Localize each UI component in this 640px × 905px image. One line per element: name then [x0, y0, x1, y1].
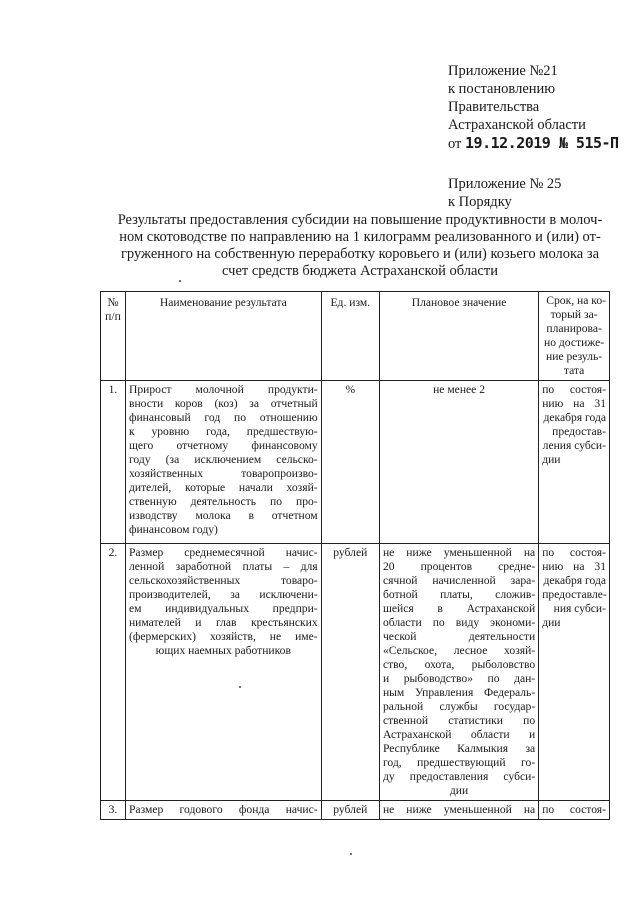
row-2-plan: не ниже уменьшенной на 20 процентов средне- сячной начисленной зара- ботной платы, сложив- шейся в Астраханской области по виду экономи- ческой деятельности «Сельское, лесное хозяй- ство, охота, рыболовство и рыбоводство» по дан- ным Управления Федераль- ральной службы государ- ственной статистики по Астраханской области и Республике Калмыкия за год, предшествующий го- ду предоставления субси- дии	[379, 544, 538, 801]
row-3-name: Размер годового фонда начис-	[125, 801, 321, 820]
row-3-unit: рублей	[321, 801, 379, 820]
row-2-term: по состоя- нию на 31 декабря года предоставле- ния субси- дии	[539, 544, 610, 801]
header-date-prefix: от	[448, 136, 462, 152]
header-line-4: Астраханской области	[448, 117, 586, 133]
row-1-name: Прирост молочной продукти- вности коров (коз) за отчетный финансовый год по отношению к уровню года, предшествую- щего отчетному финансовому году (за исключением сельско- хозяйственных товаропроизво- дителей, которые начали хозяй- ственную деятельность по про- изводству молока в отчетном финансовом году)	[125, 381, 321, 544]
scan-speck	[350, 853, 352, 855]
row-1-term: по состоя- нию на 31 декабря года предостав- ления субси- дии	[539, 381, 610, 544]
title-line-3: груженного на собственную переработку коровьего и (или) козьего молока за	[120, 246, 600, 262]
row-1-plan: не менее 2	[379, 381, 538, 544]
title-line-2: ном скотоводстве по направлению на 1 килограмм реализованного и (или) от-	[119, 229, 601, 245]
document-title	[100, 212, 620, 280]
header-line-6: Приложение № 25	[448, 176, 562, 192]
scan-speck	[179, 280, 181, 282]
header-date-line	[448, 134, 633, 153]
title-line-1: Результаты предоставления субсидии на повышение продуктивности в молоч-	[117, 212, 603, 228]
row-3-term: по состоя-	[539, 801, 610, 820]
row-3-plan: не ниже уменьшенной на	[379, 801, 538, 820]
header-unit: Ед. изм.	[321, 292, 379, 381]
row-2-name: Размер среднемесячной начис- ленной заработной платы – для сельскохозяйственных товаро- производителей, за исключени- ем индивидуальных предпри- нимателей и глав крестьянских (фермерских) хозяйств, не име- ющих наемных работников	[125, 544, 321, 801]
header-line-7: к Порядку	[448, 194, 512, 210]
results-table	[100, 291, 610, 820]
row-3-num: 3.	[101, 801, 126, 820]
header-plan: Плановое значение	[379, 292, 538, 381]
row-1-unit: %	[321, 381, 379, 544]
row-2-unit: рублей	[321, 544, 379, 801]
appendix-header	[448, 62, 633, 211]
header-term: Срок, на ко- торый за- планирова- но достиже- ние резуль- тата	[539, 292, 610, 381]
header-line-2: к постановлению	[448, 81, 556, 97]
row-1-num: 1.	[101, 381, 126, 544]
header-name: Наименование результата	[125, 292, 321, 381]
table-row	[101, 381, 610, 544]
header-line-1: Приложение №21	[448, 63, 558, 79]
row-2-num: 2.	[101, 544, 126, 801]
table-row	[101, 801, 610, 820]
header-line-3: Правительства	[448, 99, 540, 115]
table-row	[101, 544, 610, 801]
title-line-4: счет средств бюджета Астраханской области	[222, 263, 498, 279]
scan-speck	[239, 686, 241, 688]
table-header-row	[101, 292, 610, 381]
header-num: № п/п	[101, 292, 126, 381]
header-date-value: 19.12.2019 № 515-П	[465, 134, 619, 152]
